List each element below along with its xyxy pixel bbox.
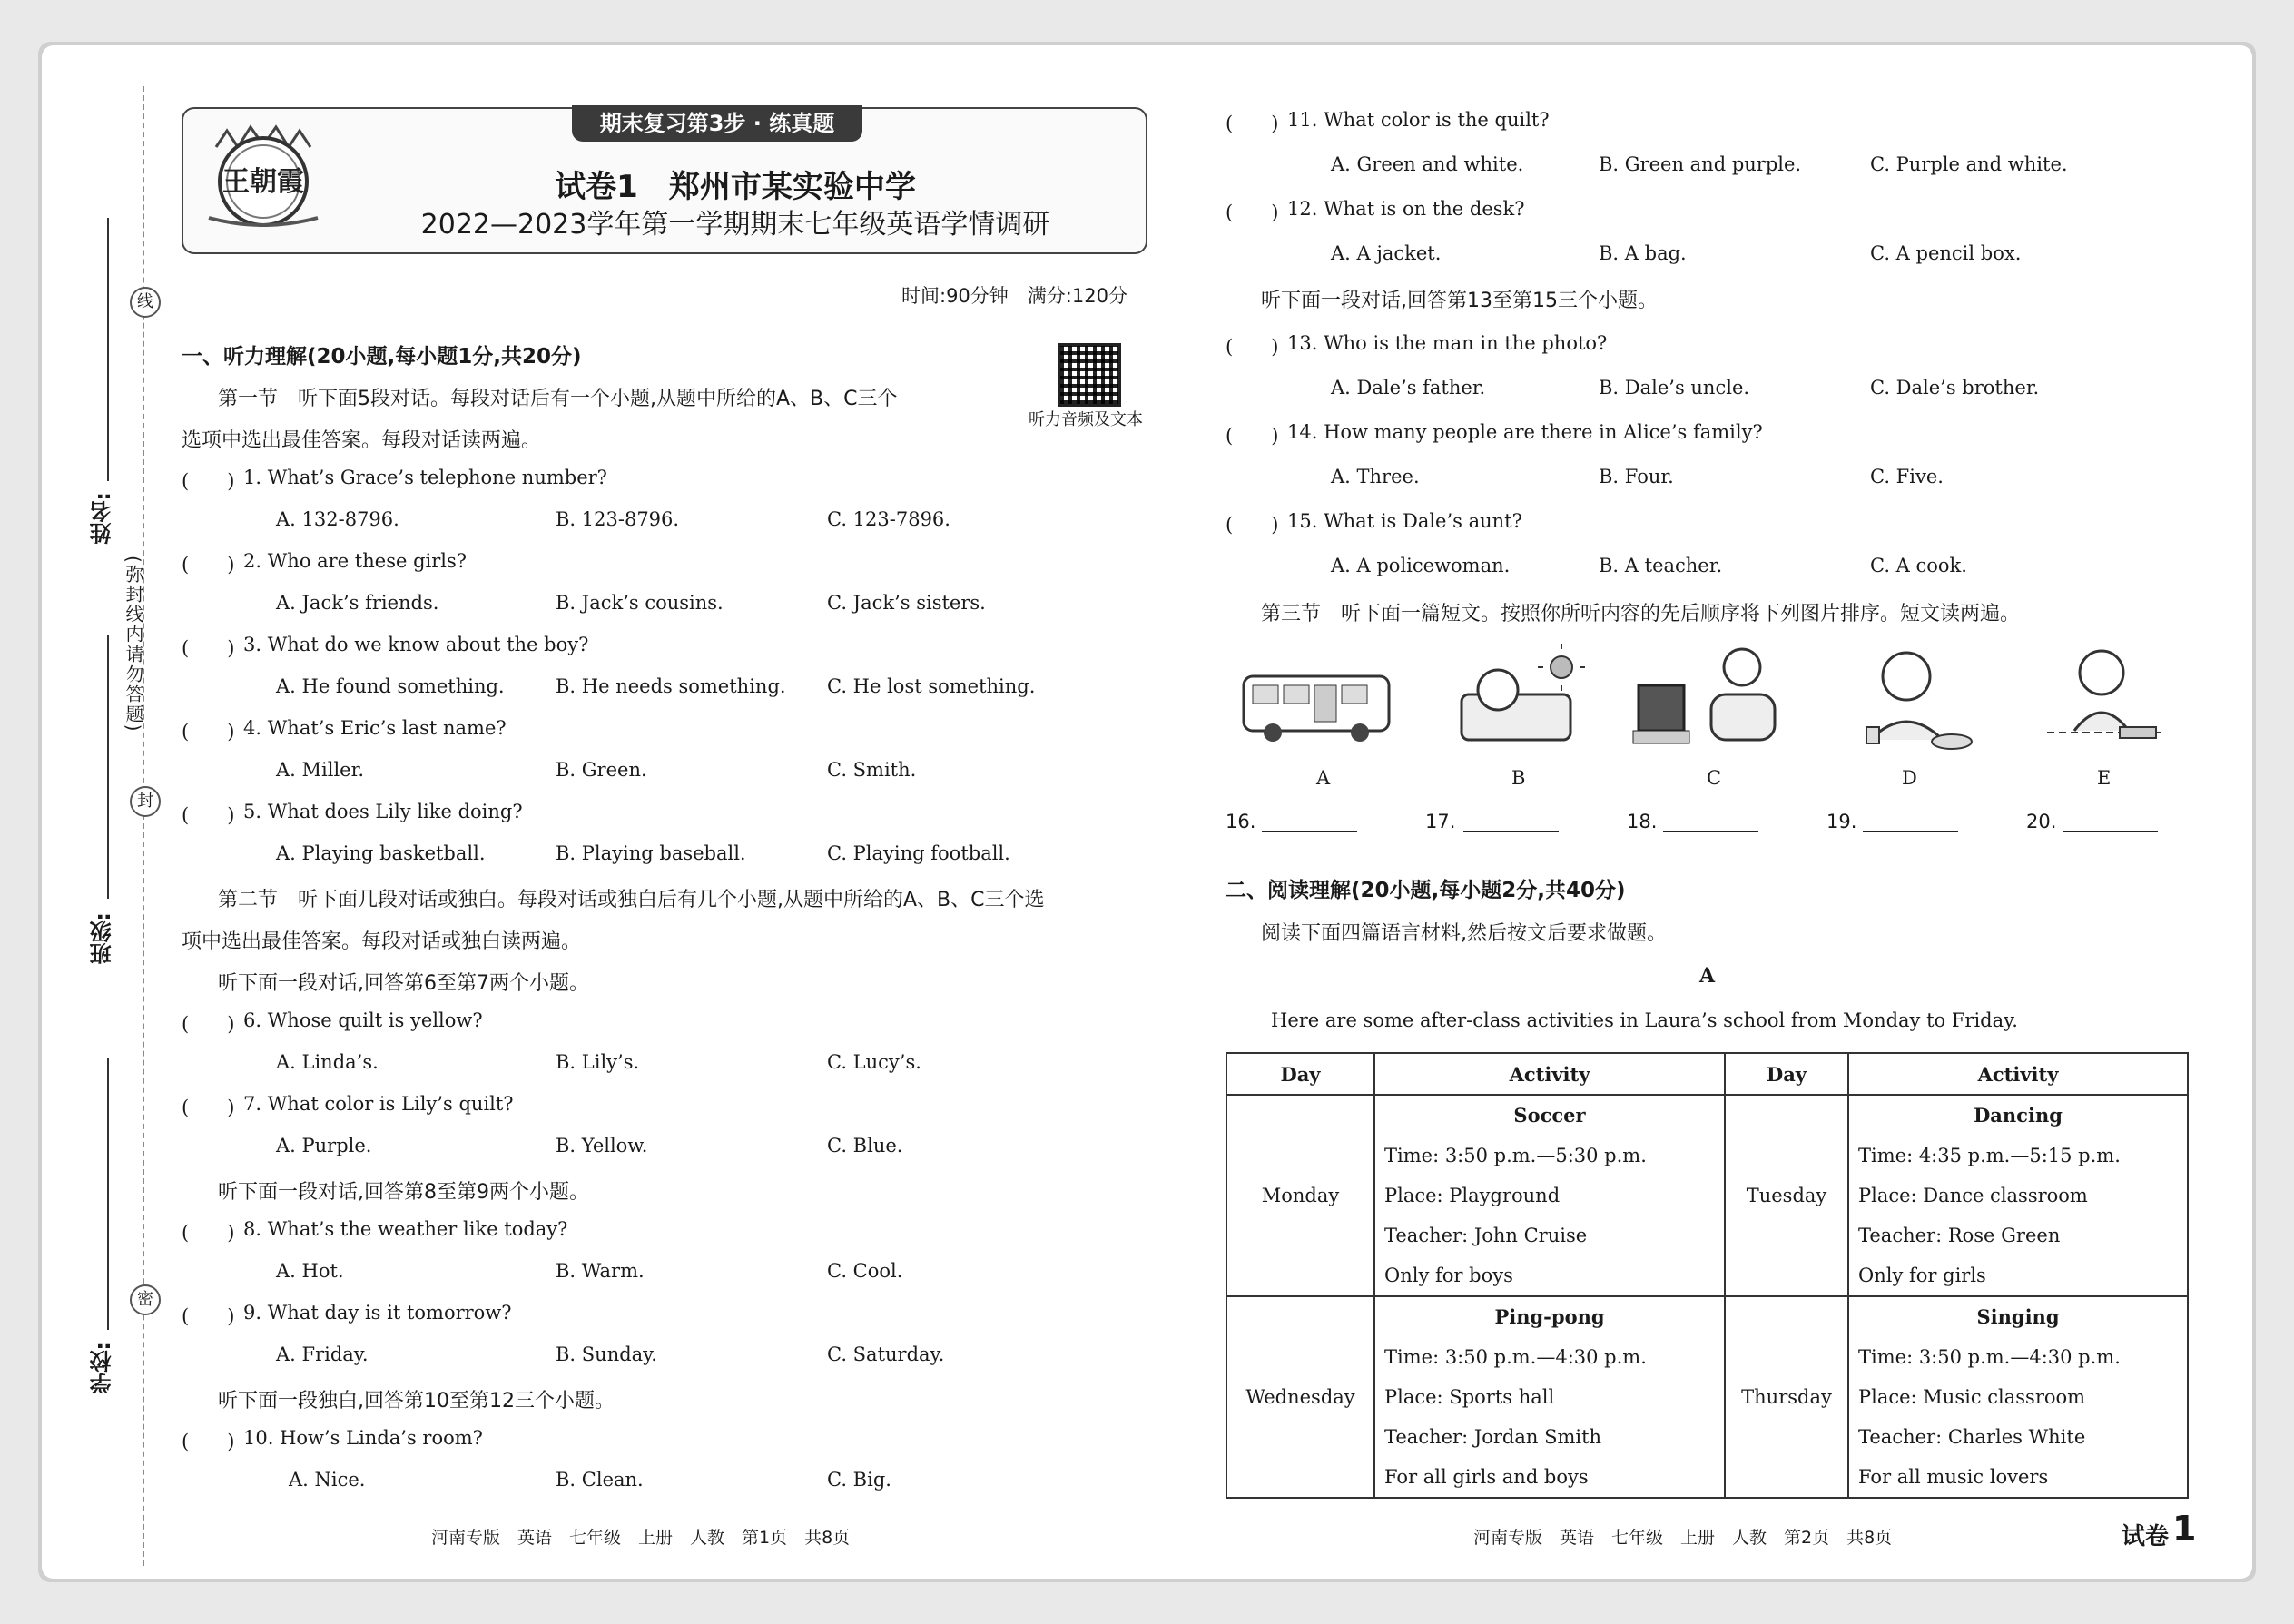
activity-teacher: Teacher: Charles White [1858, 1426, 2086, 1448]
activity-time: Time: 3:50 p.m.—5:30 p.m. [1384, 1145, 1647, 1166]
class-label: 班级: [90, 912, 115, 965]
question-stem: 1. What’s Grace’s telephone number? [243, 467, 607, 488]
seal-mark-xian: 线 [130, 287, 161, 318]
option-a: A. Hot. [276, 1260, 344, 1282]
header-activity: Activity [1374, 1053, 1725, 1095]
option-c: C. Lucy’s. [827, 1051, 921, 1073]
answer-paren[interactable]: ( ) [182, 804, 235, 826]
question-stem: 3. What do we know about the boy? [243, 634, 589, 655]
option-a: A. Green and white. [1331, 153, 1524, 175]
answer-paren[interactable]: ( ) [182, 721, 235, 743]
binding-note: (弥封线内请勿答题) [123, 556, 144, 733]
question-stem: 8. What’s the weather like today? [243, 1218, 568, 1240]
activity-cell [1374, 1095, 1725, 1296]
activities-table [1226, 1052, 2189, 1499]
activity-cell [1848, 1095, 2188, 1296]
time-score-info: 时间:90分钟 满分:120分 [901, 285, 1127, 307]
answer-paren[interactable]: ( ) [1226, 514, 1279, 536]
option-a: A. Miller. [276, 759, 365, 781]
answer-number-20: 20. [2026, 811, 2057, 832]
activity-place: Place: Playground [1384, 1185, 1561, 1206]
option-c: C. He lost something. [827, 675, 1036, 697]
answer-paren[interactable]: ( ) [182, 1097, 235, 1118]
monologue-instruction: 听下面一段独白,回答第10至第12三个小题。 [218, 1390, 615, 1412]
answer-paren[interactable]: ( ) [182, 554, 235, 576]
answer-blank-16[interactable] [1262, 831, 1357, 832]
school-label: 学校: [90, 1342, 115, 1394]
question-stem: 11. What color is the quilt? [1287, 109, 1550, 131]
section2-title: 二、阅读理解(20小题,每小题2分,共40分) [1226, 879, 1626, 902]
option-c: C. Big. [827, 1469, 891, 1491]
answer-paren[interactable]: ( ) [182, 1305, 235, 1327]
girl-reading-picture [2020, 640, 2183, 758]
answer-blank-20[interactable] [2063, 831, 2158, 832]
day-cell: Monday [1226, 1095, 1374, 1296]
option-c: C. A pencil box. [1870, 242, 2022, 264]
option-b: B. A teacher. [1599, 555, 1723, 576]
option-b: B. Clean. [556, 1469, 644, 1491]
day-cell: Thursday [1725, 1296, 1848, 1498]
table-header-row [1226, 1053, 2188, 1095]
question-stem: 6. Whose quilt is yellow? [243, 1009, 483, 1031]
answer-blank-18[interactable] [1663, 831, 1758, 832]
part3-intro: 第三节 听下面一篇短文。按照你所听内容的先后顺序将下列图片排序。短文读两遍。 [1261, 603, 2021, 625]
header-activity: Activity [1848, 1053, 2188, 1095]
question-stem: 5. What does Lily like doing? [243, 801, 523, 822]
activity-place: Place: Sports hall [1384, 1386, 1555, 1408]
option-c: C. Purple and white. [1870, 153, 2068, 175]
table-row [1226, 1296, 2188, 1498]
class-line [107, 635, 109, 899]
option-b: B. He needs something. [556, 675, 786, 697]
name-line [107, 218, 109, 481]
activity-place: Place: Dance classroom [1858, 1185, 2088, 1206]
activity-cell [1848, 1296, 2188, 1498]
part1-intro-cont: 选项中选出最佳答案。每段对话读两遍。 [182, 429, 542, 452]
answer-paren[interactable]: ( ) [182, 470, 235, 492]
activity-name: Singing [1976, 1305, 2060, 1328]
activity-audience: For all music lovers [1858, 1466, 2049, 1488]
option-b: B. 123-8796. [556, 508, 680, 530]
activity-audience: For all girls and boys [1384, 1466, 1589, 1488]
section1-title: 一、听力理解(20小题,每小题1分,共20分) [182, 345, 582, 369]
option-a: A. Friday. [276, 1343, 369, 1365]
option-c: C. Dale’s brother. [1870, 377, 2040, 399]
answer-number-17: 17. [1425, 811, 1456, 832]
sleeping-girl-picture [1434, 640, 1598, 758]
activity-time: Time: 3:50 p.m.—4:30 p.m. [1384, 1346, 1647, 1368]
option-b: B. Warm. [556, 1260, 645, 1282]
question-stem: 14. How many people are there in Alice’s family? [1287, 421, 1763, 443]
answer-paren[interactable]: ( ) [1226, 202, 1279, 223]
question-stem: 9. What day is it tomorrow? [243, 1302, 512, 1324]
option-b: B. Sunday. [556, 1343, 657, 1365]
option-b: B. Yellow. [556, 1135, 648, 1156]
option-c: C. Saturday. [827, 1343, 945, 1365]
part1-intro: 第一节 听下面5段对话。每段对话后有一个小题,从题中所给的A、B、C三个 [218, 388, 898, 410]
option-a: A. A policewoman. [1331, 555, 1511, 576]
answer-number-16: 16. [1226, 811, 1256, 832]
review-step-tab: 期末复习第3步 · 练真题 [572, 105, 862, 142]
girl-watching-tv-picture [1629, 640, 1793, 758]
part2-intro-cont: 项中选出最佳答案。每段对话或独白读两遍。 [182, 930, 582, 953]
dialogue-instruction: 听下面一段对话,回答第8至第9两个小题。 [218, 1181, 589, 1204]
option-b: B. Jack’s cousins. [556, 592, 724, 614]
picture-label-b: B [1511, 767, 1526, 789]
option-c: C. Cool. [827, 1260, 903, 1282]
activity-teacher: Teacher: John Cruise [1384, 1225, 1588, 1246]
brand-seal-logo [200, 120, 327, 232]
dialogue-instruction: 听下面一段对话,回答第13至第15三个小题。 [1261, 290, 1658, 312]
option-a: A. Linda’s. [276, 1051, 379, 1073]
option-b: B. Green and purple. [1599, 153, 1802, 175]
option-c: C. Smith. [827, 759, 917, 781]
section2-intro: 阅读下面四篇语言材料,然后按文后要求做题。 [1261, 922, 1667, 945]
activity-place: Place: Music classroom [1858, 1386, 2086, 1408]
dialogue-instruction: 听下面一段对话,回答第6至第7两个小题。 [218, 972, 589, 995]
answer-paren[interactable]: ( ) [1226, 336, 1279, 358]
option-a: A. Playing basketball. [276, 842, 486, 864]
part2-intro: 第二节 听下面几段对话或独白。每段对话或独白后有几个小题,从题中所给的A、B、C三个选 [218, 889, 1045, 911]
table-row [1226, 1095, 2188, 1296]
header-day: Day [1226, 1053, 1374, 1095]
option-a: A. Three. [1331, 466, 1420, 487]
picture-label-a: A [1316, 767, 1331, 789]
option-c: C. Five. [1870, 466, 1944, 487]
name-label: 姓名: [90, 492, 115, 545]
footer-left: 河南专版 英语 七年级 上册 人教 第1页 共8页 [431, 1528, 851, 1548]
option-a: A. Purple. [276, 1135, 372, 1156]
bus-picture [1236, 640, 1400, 758]
option-b: B. Playing baseball. [556, 842, 746, 864]
question-stem: 13. Who is the man in the photo? [1287, 332, 1608, 354]
activity-audience: Only for girls [1858, 1265, 1986, 1286]
activity-name: Dancing [1974, 1104, 2063, 1127]
exam-title: 试卷1 郑州市某实验中学 [555, 169, 916, 205]
option-b: B. Lily’s. [556, 1051, 640, 1073]
paper-number: 1 [2172, 1509, 2197, 1549]
seal-mark-feng: 封 [130, 786, 161, 817]
option-a: A. 132-8796. [276, 508, 399, 530]
activity-name: Soccer [1513, 1104, 1586, 1127]
option-b: B. Four. [1599, 466, 1674, 487]
question-stem: 7. What color is Lily’s quilt? [243, 1093, 514, 1115]
answer-paren[interactable]: ( ) [182, 637, 235, 659]
option-c: C. Jack’s sisters. [827, 592, 986, 614]
option-b: B. Green. [556, 759, 647, 781]
day-cell: Wednesday [1226, 1296, 1374, 1498]
svg-text:王朝霞: 王朝霞 [222, 166, 304, 198]
question-stem: 15. What is Dale’s aunt? [1287, 510, 1522, 532]
option-a: A. Dale’s father. [1331, 377, 1486, 399]
picture-label-c: C [1707, 767, 1722, 789]
activity-time: Time: 3:50 p.m.—4:30 p.m. [1858, 1346, 2121, 1368]
question-stem: 2. Who are these girls? [243, 550, 468, 572]
answer-paren[interactable]: ( ) [1226, 425, 1279, 447]
option-c: C. A cook. [1870, 555, 1967, 576]
activity-audience: Only for boys [1384, 1265, 1513, 1286]
answer-blank-19[interactable] [1863, 831, 1958, 832]
option-c: C. Blue. [827, 1135, 903, 1156]
activity-time: Time: 4:35 p.m.—5:15 p.m. [1858, 1145, 2121, 1166]
seal-mark-mi: 密 [130, 1284, 161, 1315]
answer-paren[interactable]: ( ) [182, 1013, 235, 1035]
answer-paren[interactable]: ( ) [182, 1431, 235, 1452]
option-a: A. Nice. [289, 1469, 366, 1491]
passage-intro: Here are some after-class activities in Laura’s school from Monday to Friday. [1271, 1009, 2018, 1031]
answer-number-18: 18. [1627, 811, 1658, 832]
paper-label: 试卷 [2122, 1523, 2170, 1550]
qr-code-icon[interactable] [1058, 343, 1121, 407]
question-stem: 4. What’s Eric’s last name? [243, 717, 507, 739]
qr-caption: 听力音频及文本 [1029, 410, 1143, 429]
school-line [107, 1058, 109, 1330]
footer-right: 河南专版 英语 七年级 上册 人教 第2页 共8页 [1473, 1528, 1893, 1548]
day-cell: Tuesday [1725, 1095, 1848, 1296]
exam-subtitle: 2022—2023学年第一学期期末七年级英语学情调研 [420, 209, 1050, 241]
activity-teacher: Teacher: Jordan Smith [1384, 1426, 1602, 1448]
option-c: C. 123-7896. [827, 508, 950, 530]
answer-paren[interactable]: ( ) [182, 1222, 235, 1244]
passage-label: A [1699, 964, 1716, 988]
answer-blank-17[interactable] [1463, 831, 1559, 832]
option-a: A. Jack’s friends. [276, 592, 439, 614]
activity-name: Ping-pong [1494, 1305, 1605, 1328]
option-a: A. He found something. [276, 675, 505, 697]
option-c: C. Playing football. [827, 842, 1010, 864]
question-stem: 10. How’s Linda’s room? [243, 1427, 483, 1449]
activity-cell [1374, 1296, 1725, 1498]
girl-eating-picture [1825, 640, 1988, 758]
option-b: B. A bag. [1599, 242, 1687, 264]
answer-number-19: 19. [1826, 811, 1857, 832]
picture-label-d: D [1902, 767, 1917, 789]
option-a: A. A jacket. [1331, 242, 1442, 264]
option-b: B. Dale’s uncle. [1599, 377, 1750, 399]
answer-paren[interactable]: ( ) [1226, 113, 1279, 134]
header-day: Day [1725, 1053, 1848, 1095]
picture-label-e: E [2097, 767, 2112, 789]
question-stem: 12. What is on the desk? [1287, 198, 1525, 220]
activity-teacher: Teacher: Rose Green [1858, 1225, 2061, 1246]
